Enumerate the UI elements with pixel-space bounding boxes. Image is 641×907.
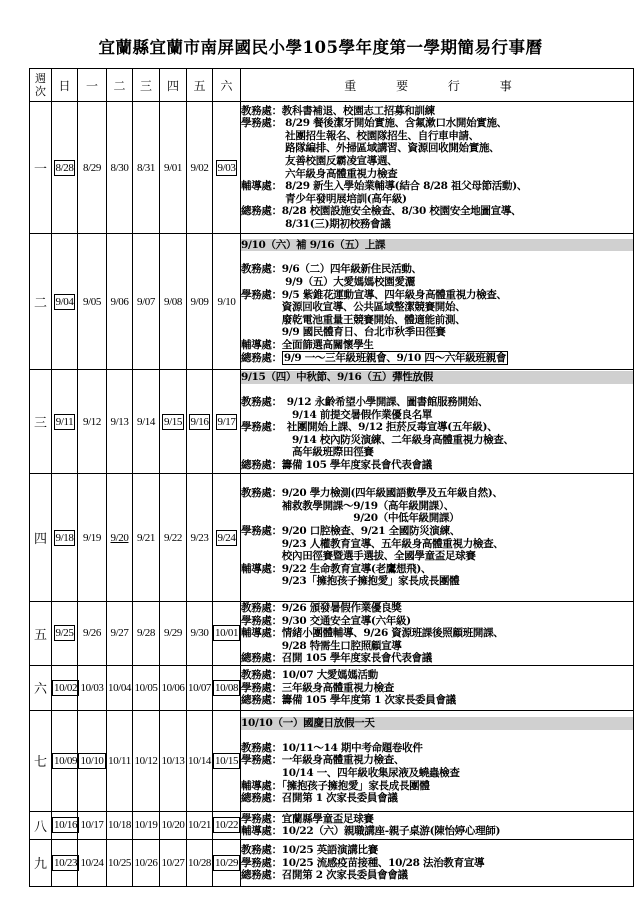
event-line: 教務處：9/6（二）四年級新住民活動、 (241, 263, 422, 276)
date-label: 9/12 (83, 415, 101, 428)
event-line: 教務處： 9/12 永齡希望小學開課、圖書館服務開始、 (241, 396, 489, 409)
date-label: 9/30 (190, 627, 209, 640)
date-label: 10/15 (215, 754, 239, 767)
week-number: 六 (30, 665, 52, 710)
event-line: 學務處：9/5 紫錐花運動宣導、四年級身高體重視力檢查、 (241, 288, 507, 301)
date-label: 8/30 (110, 161, 129, 174)
date-cell (213, 665, 241, 710)
week-header: 週次 (30, 69, 52, 102)
date-cell (160, 102, 187, 234)
event-line: 教務處：10/25 英語演講比賽 (241, 844, 378, 857)
week-number: 七 (30, 710, 52, 811)
week-row (30, 370, 634, 474)
event-line: 學務處：一年級身高體重視力檢查、 (241, 754, 405, 767)
date-cell (133, 474, 160, 602)
day-header: 五 (187, 69, 213, 102)
week-number: 九 (30, 839, 52, 886)
event-line: 總務處：籌備 105 學年度第 1 次家長委員會議 (241, 694, 456, 707)
date-cell (133, 602, 160, 666)
event-line: 9/9 國民體育日、台北市秋季田徑賽 (241, 326, 446, 339)
date-cell (52, 665, 78, 710)
date-cell (107, 710, 133, 811)
event-line: 路隊編排、外掃區域講習、資源回收開始實施、 (241, 142, 500, 155)
day-header: 六 (213, 69, 241, 102)
date-label: 10/19 (134, 819, 158, 832)
date-label: 9/20 (110, 531, 129, 544)
date-label: 10/28 (187, 856, 212, 869)
event-line: 9/23「擁抱孩子擁抱愛」家長成長團體 (241, 575, 460, 588)
date-cell (78, 474, 107, 602)
date-label: 10/21 (187, 819, 212, 832)
calendar-table (29, 68, 634, 887)
week-row (30, 102, 634, 234)
week-number: 八 (30, 811, 52, 839)
date-cell (107, 474, 133, 602)
date-label: 9/01 (164, 161, 182, 174)
event-line: 青少年發明展培訓(高年級) (241, 192, 407, 205)
date-cell (213, 370, 241, 474)
date-label: 9/25 (55, 627, 74, 640)
date-cell (107, 811, 133, 839)
date-label: 9/06 (110, 295, 129, 308)
date-cell (52, 839, 78, 886)
event-line: 學務處： 社團開始上課、9/12 拒菸反毒宣導(五年級)、 (241, 421, 498, 434)
events-cell (241, 811, 634, 839)
date-label: 9/22 (164, 531, 182, 544)
date-label: 9/05 (83, 295, 101, 308)
date-label: 10/04 (107, 681, 132, 694)
date-label: 10/25 (107, 856, 132, 869)
date-cell (160, 602, 187, 666)
event-line: 教務處：9/26 頒發暑假作業優良獎 (241, 602, 402, 614)
date-label: 9/04 (55, 295, 74, 308)
date-label: 9/03 (217, 161, 236, 174)
header-row (30, 69, 634, 102)
event-line: 8/31(三)期初校務會議 (241, 217, 391, 230)
date-label: 9/13 (110, 415, 129, 428)
event-line: 資源回收宣導、公共區域整潔競賽開始、 (241, 301, 466, 314)
date-cell (52, 370, 78, 474)
date-cell (160, 710, 187, 811)
holiday-banner: 9/15（四）中秋節、9/16（五）彈性放假 (241, 371, 634, 384)
event-line: 廢乾電池重量王競賽開始、體適能前測、 (241, 313, 466, 326)
date-label: 10/16 (54, 819, 78, 832)
date-cell (213, 839, 241, 886)
date-cell (213, 811, 241, 839)
date-label: 10/23 (54, 856, 78, 869)
event-line: 教務處：10/11～14 期中考命題卷收件 (241, 741, 423, 754)
date-label: 9/18 (55, 531, 74, 544)
date-label: 9/23 (190, 531, 209, 544)
day-header: 二 (107, 69, 133, 102)
event-line: 學務處：宜蘭縣學童盃足球賽 (241, 812, 374, 825)
event-line: 社團招生報名、校園隊招生、自行車申請、 (241, 129, 479, 142)
date-label: 10/27 (161, 856, 185, 869)
events-header: 重 要 行 事 (241, 69, 634, 102)
date-cell (78, 602, 107, 666)
date-cell (78, 811, 107, 839)
date-label: 9/17 (217, 415, 236, 428)
event-line: 總務處：籌備 105 學年度家長會代表會議 (241, 458, 432, 471)
event-line: 學務處：10/25 流感疫苗接種、10/28 法治教育宣導 (241, 856, 485, 869)
date-cell (52, 102, 78, 234)
date-cell (133, 234, 160, 370)
date-label: 10/24 (80, 856, 104, 869)
event-line: 9/14 前提交暑假作業優良名單 (241, 408, 433, 421)
week-row (30, 710, 634, 811)
date-cell (213, 234, 241, 370)
event-line: 總務處：召開第 1 次家長委員會議 (241, 792, 398, 805)
date-cell (133, 811, 160, 839)
event-line: 總務處：召開 105 學年度家長會代表會議 (241, 652, 432, 665)
date-cell (107, 602, 133, 666)
week-row (30, 839, 634, 886)
events-cell (241, 234, 634, 370)
date-cell (187, 234, 213, 370)
event-line: 教務處：10/07 大愛媽媽活動 (241, 669, 378, 682)
holiday-banner: 9/10（六）補 9/16（五）上課 (241, 239, 634, 252)
date-cell (160, 839, 187, 886)
date-cell (52, 602, 78, 666)
date-label: 10/01 (215, 627, 239, 640)
date-label: 10/18 (107, 819, 132, 832)
events-cell (241, 102, 634, 234)
date-cell (78, 102, 107, 234)
date-cell (160, 665, 187, 710)
week-number: 五 (30, 602, 52, 666)
date-cell (187, 710, 213, 811)
event-line: 學務處：三年級身高體重視力檢查 (241, 681, 394, 694)
date-cell (52, 474, 78, 602)
date-label: 8/29 (83, 161, 101, 174)
date-cell (187, 474, 213, 602)
date-label: 10/03 (80, 681, 104, 694)
date-label: 10/08 (215, 681, 239, 694)
event-line: 9/23 人權教育宣導、五年級身高體重視力檢查、 (241, 537, 504, 550)
event-line: 輔導處： 8/29 新生入學始業輔導(結合 8/28 祖父母節活動)、 (241, 180, 528, 193)
date-label: 10/11 (108, 754, 131, 767)
date-cell (107, 234, 133, 370)
date-cell (107, 839, 133, 886)
week-row (30, 811, 634, 839)
date-cell (52, 811, 78, 839)
date-label: 9/26 (83, 627, 101, 640)
date-cell (187, 102, 213, 234)
event-line: 輔導處：9/22 生命教育宣導(老鷹想飛)、 (241, 562, 432, 575)
date-label: 9/02 (190, 161, 209, 174)
week-number: 二 (30, 234, 52, 370)
event-line: 總務處：8/28 校園設施安全檢查、8/30 校園安全地圖宣導、 (241, 205, 522, 218)
date-label: 9/19 (83, 531, 101, 544)
date-cell (133, 370, 160, 474)
date-cell (213, 474, 241, 602)
date-cell (187, 665, 213, 710)
week-row (30, 665, 634, 710)
event-line: 校內田徑賽暨選手選拔、全國學童盃足球賽 (241, 550, 476, 563)
date-cell (187, 370, 213, 474)
date-cell (187, 839, 213, 886)
date-cell (160, 474, 187, 602)
date-cell (187, 811, 213, 839)
date-cell (160, 811, 187, 839)
day-header: 三 (133, 69, 160, 102)
event-line: 學務處： 8/29 餐後潔牙開始實施、含氟漱口水開始實施、 (241, 117, 507, 130)
date-cell (133, 839, 160, 886)
date-label: 10/26 (134, 856, 158, 869)
events-cell (241, 665, 634, 710)
event-line: 六年級身高體重視力檢查 (241, 167, 398, 180)
date-label: 9/11 (55, 415, 74, 428)
date-cell (52, 234, 78, 370)
event-line: 補救教學開課～9/19（高年級開課）、 (241, 499, 455, 512)
events-cell (241, 370, 634, 474)
date-cell (107, 665, 133, 710)
week-row (30, 234, 634, 370)
day-header: 四 (160, 69, 187, 102)
date-label: 9/14 (137, 415, 155, 428)
day-header: 日 (52, 69, 78, 102)
date-cell (78, 234, 107, 370)
date-cell (133, 102, 160, 234)
date-label: 10/05 (134, 681, 158, 694)
date-cell (107, 102, 133, 234)
event-line: 總務處：召開第 2 次家長委員會會議 (241, 869, 408, 882)
event-line: 9/9（五）大愛媽媽校園愛灑 (241, 276, 415, 289)
date-label: 9/16 (190, 415, 209, 428)
date-cell (160, 370, 187, 474)
date-cell (52, 710, 78, 811)
date-label: 10/22 (215, 819, 239, 832)
date-cell (78, 710, 107, 811)
date-label: 9/28 (137, 627, 155, 640)
event-line: 輔導處：全面篩選高關懷學生 (241, 338, 374, 351)
date-cell (187, 602, 213, 666)
date-label: 10/07 (187, 681, 212, 694)
event-line: 教務處：教科書補退、校園志工招募和訓練 (241, 104, 435, 117)
week-number: 一 (30, 102, 52, 234)
date-label: 10/09 (54, 754, 78, 767)
date-label: 10/20 (161, 819, 185, 832)
week-number: 四 (30, 474, 52, 602)
date-label: 10/10 (80, 754, 104, 767)
event-line: 學務處：9/20 口腔檢查、9/21 全國防災演練、 (241, 524, 461, 537)
event-line: 9/28 特需生口腔照顧宣導 (241, 639, 402, 652)
date-label: 9/08 (164, 295, 182, 308)
date-label: 10/13 (161, 754, 185, 767)
date-label: 10/06 (161, 681, 185, 694)
event-line: 9/20（中低年級開課） (241, 512, 460, 525)
date-label: 10/02 (54, 681, 78, 694)
date-label: 10/29 (215, 856, 239, 869)
date-label: 9/09 (190, 295, 209, 308)
event-line: 10/14 一、四年級收集尿液及蟯蟲檢查 (241, 766, 460, 779)
events-cell (241, 474, 634, 602)
date-label: 9/29 (164, 627, 182, 640)
week-row (30, 602, 634, 666)
event-line: 輔導處：10/22（六）親職講座-親子桌游(陳怡婷心理師) (241, 825, 501, 838)
event-line: 輔導處：「擁抱孩子擁抱愛」家長成長團體 (241, 779, 430, 792)
events-cell (241, 839, 634, 886)
day-header: 一 (78, 69, 107, 102)
date-label: 9/15 (164, 415, 182, 428)
date-label: 9/27 (110, 627, 129, 640)
date-cell (213, 102, 241, 234)
week-number: 三 (30, 370, 52, 474)
date-cell (160, 234, 187, 370)
events-cell (241, 602, 634, 666)
date-label: 9/21 (137, 531, 155, 544)
event-line: 教務處：9/20 學力檢測(四年級國語數學及五年級自然)、 (241, 487, 503, 500)
date-label: 9/24 (217, 531, 236, 544)
events-cell (241, 710, 634, 811)
event-line: 9/14 校內防災演練、二年級身高體重視力檢查、 (241, 433, 514, 446)
date-cell (133, 665, 160, 710)
date-cell (213, 602, 241, 666)
event-line: 總務處： 9/9 一～三年級班親會、9/10 四～六年級班親會 (241, 351, 507, 364)
date-cell (78, 370, 107, 474)
date-label: 10/14 (187, 754, 212, 767)
date-cell (133, 710, 160, 811)
date-cell (213, 710, 241, 811)
date-label: 9/10 (217, 295, 236, 308)
date-label: 8/28 (55, 161, 74, 174)
week-row (30, 474, 634, 602)
date-label: 9/07 (137, 295, 155, 308)
date-label: 10/12 (134, 754, 158, 767)
date-cell (78, 839, 107, 886)
date-label: 8/31 (137, 161, 155, 174)
page-title: 宜蘭縣宜蘭市南屏國民小學105學年度第一學期簡易行事曆 (98, 38, 543, 57)
event-line: 學務處：9/30 交通安全宣導(六年級) (241, 614, 411, 627)
date-label: 10/17 (80, 819, 104, 832)
event-line: 輔導處：情緒小團體輔導、9/26 資源班課後照顧班開課、 (241, 627, 504, 640)
date-cell (107, 370, 133, 474)
event-line: 高年級班際田徑賽 (241, 446, 374, 459)
event-line: 友善校園反霸凌宣導週、 (241, 154, 398, 167)
date-cell (78, 665, 107, 710)
holiday-banner: 10/10（一）國慶日放假一天 (241, 717, 634, 730)
